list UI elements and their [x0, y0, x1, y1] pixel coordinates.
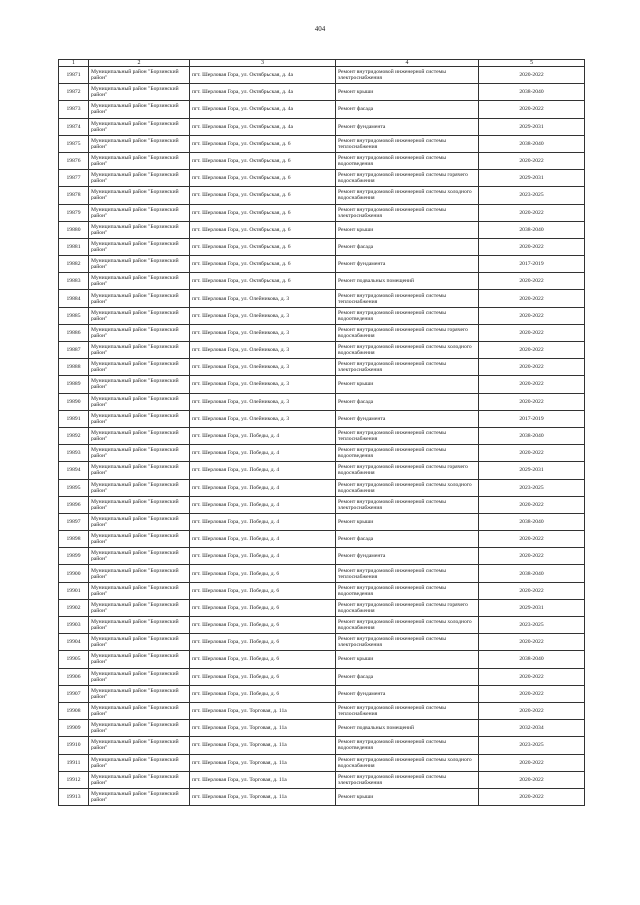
period-cell: 2020-2022: [479, 393, 585, 410]
work-type-cell: Ремонт фундамента: [336, 410, 479, 427]
address-cell: пгт. Шерловая Гора, ул. Октябрьская, д. 6: [190, 187, 336, 204]
address-cell: пгт. Шерловая Гора, ул. Победы, д. 4: [190, 427, 336, 444]
address-cell: пгт. Шерловая Гора, ул. Победы, д. 6: [190, 617, 336, 634]
row-number-cell: 19887: [59, 342, 89, 359]
row-number-cell: 19874: [59, 118, 89, 135]
address-cell: пгт. Шерловая Гора, ул. Победы, д. 6: [190, 582, 336, 599]
work-type-cell: Ремонт внутридомовой инженерной системы водоотведения: [336, 152, 479, 169]
row-number-cell: 19877: [59, 170, 89, 187]
row-number-cell: 19873: [59, 101, 89, 118]
table-row: [59, 582, 585, 599]
address-cell: пгт. Шерловая Гора, ул. Олейникова, д. 3: [190, 376, 336, 393]
district-cell: Муниципальный район "Борзинский район": [89, 290, 190, 307]
work-type-cell: Ремонт внутридомовой инженерной системы холодного водоснабжения: [336, 342, 479, 359]
address-cell: пгт. Шерловая Гора, ул. Олейникова, д. 3: [190, 410, 336, 427]
address-cell: пгт. Шерловая Гора, ул. Победы, д. 6: [190, 565, 336, 582]
row-number-cell: 19912: [59, 771, 89, 788]
column-number: 2: [89, 60, 190, 67]
address-cell: пгт. Шерловая Гора, ул. Октябрьская, д. 6: [190, 170, 336, 187]
table-row: [59, 771, 585, 788]
work-type-cell: Ремонт фундамента: [336, 256, 479, 273]
work-type-cell: Ремонт внутридомовой инженерной системы теплоснабжения: [336, 290, 479, 307]
table-row: [59, 187, 585, 204]
period-cell: 2038-2040: [479, 427, 585, 444]
table-row: [59, 754, 585, 771]
work-type-cell: Ремонт фасада: [336, 393, 479, 410]
row-number-cell: 19898: [59, 531, 89, 548]
row-number-cell: 19900: [59, 565, 89, 582]
address-cell: пгт. Шерловая Гора, ул. Торговая, д. 11а: [190, 702, 336, 719]
period-cell: 2038-2040: [479, 135, 585, 152]
table-row: [59, 393, 585, 410]
district-cell: Муниципальный район "Борзинский район": [89, 393, 190, 410]
row-number-cell: 19880: [59, 221, 89, 238]
row-number-cell: 19899: [59, 548, 89, 565]
table-row: [59, 496, 585, 513]
row-number-cell: 19909: [59, 720, 89, 737]
address-cell: пгт. Шерловая Гора, ул. Победы, д. 4: [190, 479, 336, 496]
work-type-cell: Ремонт внутридомовой инженерной системы горячего водоснабжения: [336, 462, 479, 479]
table-row: [59, 342, 585, 359]
column-number: 4: [336, 60, 479, 67]
period-cell: 2020-2022: [479, 771, 585, 788]
row-number-cell: 19891: [59, 410, 89, 427]
table-row: [59, 359, 585, 376]
district-cell: Муниципальный район "Борзинский район": [89, 548, 190, 565]
work-type-cell: Ремонт фасада: [336, 531, 479, 548]
work-type-cell: Ремонт внутридомовой инженерной системы водоотведения: [336, 582, 479, 599]
work-type-cell: Ремонт внутридомовой инженерной системы водоотведения: [336, 737, 479, 754]
table-row: [59, 290, 585, 307]
row-number-cell: 19886: [59, 324, 89, 341]
district-cell: Муниципальный район "Борзинский район": [89, 152, 190, 169]
period-cell: 2020-2022: [479, 702, 585, 719]
address-cell: пгт. Шерловая Гора, ул. Победы, д. 4: [190, 548, 336, 565]
column-number: 3: [190, 60, 336, 67]
address-cell: пгт. Шерловая Гора, ул. Октябрьская, д. 6: [190, 256, 336, 273]
address-cell: пгт. Шерловая Гора, ул. Торговая, д. 11а: [190, 737, 336, 754]
table-row: [59, 531, 585, 548]
district-cell: Муниципальный район "Борзинский район": [89, 617, 190, 634]
row-number-cell: 19913: [59, 788, 89, 805]
address-cell: пгт. Шерловая Гора, ул. Олейникова, д. 3: [190, 359, 336, 376]
period-cell: 2023-2025: [479, 479, 585, 496]
period-cell: 2020-2022: [479, 531, 585, 548]
address-cell: пгт. Шерловая Гора, ул. Олейникова, д. 3: [190, 290, 336, 307]
row-number-cell: 19889: [59, 376, 89, 393]
table-row: [59, 445, 585, 462]
row-number-cell: 19890: [59, 393, 89, 410]
address-cell: пгт. Шерловая Гора, ул. Победы, д. 4: [190, 531, 336, 548]
district-cell: Муниципальный район "Борзинский район": [89, 238, 190, 255]
row-number-cell: 19905: [59, 651, 89, 668]
row-number-cell: 19894: [59, 462, 89, 479]
table-row: [59, 256, 585, 273]
work-type-cell: Ремонт крыши: [336, 376, 479, 393]
period-cell: 2020-2022: [479, 290, 585, 307]
column-number: 1: [59, 60, 89, 67]
table-row: [59, 685, 585, 702]
period-cell: 2017-2019: [479, 256, 585, 273]
address-cell: пгт. Шерловая Гора, ул. Победы, д. 4: [190, 445, 336, 462]
column-number: 5: [479, 60, 585, 67]
row-number-cell: 19893: [59, 445, 89, 462]
address-cell: пгт. Шерловая Гора, ул. Торговая, д. 11а: [190, 788, 336, 805]
row-number-cell: 19885: [59, 307, 89, 324]
period-cell: 2020-2022: [479, 496, 585, 513]
address-cell: пгт. Шерловая Гора, ул. Октябрьская, д. 6: [190, 135, 336, 152]
table-row: [59, 135, 585, 152]
table-row: [59, 238, 585, 255]
table-body: [59, 67, 585, 806]
work-type-cell: Ремонт крыши: [336, 84, 479, 101]
table-row: [59, 668, 585, 685]
district-cell: Муниципальный район "Борзинский район": [89, 788, 190, 805]
period-cell: 2038-2040: [479, 221, 585, 238]
work-type-cell: Ремонт внутридомовой инженерной системы электроснабжения: [336, 67, 479, 84]
work-type-cell: Ремонт внутридомовой инженерной системы холодного водоснабжения: [336, 754, 479, 771]
address-cell: пгт. Шерловая Гора, ул. Победы, д. 6: [190, 634, 336, 651]
period-cell: 2020-2022: [479, 788, 585, 805]
work-type-cell: Ремонт внутридомовой инженерной системы горячего водоснабжения: [336, 599, 479, 616]
work-type-cell: Ремонт крыши: [336, 513, 479, 530]
address-cell: пгт. Шерловая Гора, ул. Октябрьская, д. 6: [190, 238, 336, 255]
period-cell: 2029-2031: [479, 462, 585, 479]
page-number: 404: [314, 25, 326, 33]
address-cell: пгт. Шерловая Гора, ул. Победы, д. 4: [190, 496, 336, 513]
table-row: [59, 565, 585, 582]
address-cell: пгт. Шерловая Гора, ул. Торговая, д. 11а: [190, 771, 336, 788]
period-cell: 2020-2022: [479, 445, 585, 462]
row-number-cell: 19881: [59, 238, 89, 255]
period-cell: 2020-2022: [479, 204, 585, 221]
table-row: [59, 737, 585, 754]
address-cell: пгт. Шерловая Гора, ул. Олейникова, д. 3: [190, 324, 336, 341]
period-cell: 2020-2022: [479, 634, 585, 651]
row-number-cell: 19876: [59, 152, 89, 169]
period-cell: 2038-2040: [479, 84, 585, 101]
work-type-cell: Ремонт фасада: [336, 668, 479, 685]
table-row: [59, 427, 585, 444]
period-cell: 2020-2022: [479, 668, 585, 685]
work-type-cell: Ремонт фундамента: [336, 685, 479, 702]
district-cell: Муниципальный район "Борзинский район": [89, 685, 190, 702]
address-cell: пгт. Шерловая Гора, ул. Октябрьская, д. 4а: [190, 84, 336, 101]
address-cell: пгт. Шерловая Гора, ул. Торговая, д. 11а: [190, 754, 336, 771]
work-type-cell: Ремонт крыши: [336, 221, 479, 238]
period-cell: 2020-2022: [479, 238, 585, 255]
work-type-cell: Ремонт внутридомовой инженерной системы электроснабжения: [336, 496, 479, 513]
work-type-cell: Ремонт внутридомовой инженерной системы теплоснабжения: [336, 427, 479, 444]
table-row: [59, 221, 585, 238]
district-cell: Муниципальный район "Борзинский район": [89, 513, 190, 530]
address-cell: пгт. Шерловая Гора, ул. Олейникова, д. 3: [190, 342, 336, 359]
address-cell: пгт. Шерловая Гора, ул. Победы, д. 4: [190, 513, 336, 530]
table-row: [59, 513, 585, 530]
period-cell: 2020-2022: [479, 754, 585, 771]
period-cell: 2020-2022: [479, 582, 585, 599]
address-cell: пгт. Шерловая Гора, ул. Победы, д. 4: [190, 462, 336, 479]
work-type-cell: Ремонт внутридомовой инженерной системы электроснабжения: [336, 771, 479, 788]
table-row: [59, 548, 585, 565]
district-cell: Муниципальный район "Борзинский район": [89, 307, 190, 324]
table-row: [59, 720, 585, 737]
work-type-cell: Ремонт внутридомовой инженерной системы теплоснабжения: [336, 565, 479, 582]
table-row: [59, 101, 585, 118]
district-cell: Муниципальный район "Борзинский район": [89, 342, 190, 359]
row-number-cell: 19878: [59, 187, 89, 204]
period-cell: 2020-2022: [479, 273, 585, 290]
row-number-cell: 19892: [59, 427, 89, 444]
district-cell: Муниципальный район "Борзинский район": [89, 771, 190, 788]
period-cell: 2023-2025: [479, 617, 585, 634]
row-number-cell: 19906: [59, 668, 89, 685]
period-cell: 2020-2022: [479, 685, 585, 702]
address-cell: пгт. Шерловая Гора, ул. Победы, д. 6: [190, 599, 336, 616]
district-cell: Муниципальный район "Борзинский район": [89, 273, 190, 290]
table-row: [59, 599, 585, 616]
table-row: [59, 118, 585, 135]
address-cell: пгт. Шерловая Гора, ул. Октябрьская, д. 6: [190, 204, 336, 221]
district-cell: Муниципальный район "Борзинский район": [89, 651, 190, 668]
period-cell: 2020-2022: [479, 342, 585, 359]
district-cell: Муниципальный район "Борзинский район": [89, 67, 190, 84]
row-number-cell: 19897: [59, 513, 89, 530]
period-cell: 2032-2034: [479, 720, 585, 737]
row-number-cell: 19907: [59, 685, 89, 702]
work-type-cell: Ремонт внутридомовой инженерной системы электроснабжения: [336, 204, 479, 221]
work-type-cell: Ремонт внутридомовой инженерной системы холодного водоснабжения: [336, 187, 479, 204]
period-cell: 2020-2022: [479, 324, 585, 341]
row-number-cell: 19901: [59, 582, 89, 599]
address-cell: пгт. Шерловая Гора, ул. Победы, д. 6: [190, 651, 336, 668]
period-cell: 2020-2022: [479, 67, 585, 84]
district-cell: Муниципальный район "Борзинский район": [89, 599, 190, 616]
district-cell: Муниципальный район "Борзинский район": [89, 479, 190, 496]
table-row: [59, 67, 585, 84]
table-row: [59, 273, 585, 290]
work-type-cell: Ремонт крыши: [336, 788, 479, 805]
work-type-cell: Ремонт подвальных помещений: [336, 273, 479, 290]
address-cell: пгт. Шерловая Гора, ул. Октябрьская, д. 4а: [190, 101, 336, 118]
district-cell: Муниципальный район "Борзинский район": [89, 565, 190, 582]
period-cell: 2017-2019: [479, 410, 585, 427]
period-cell: 2038-2040: [479, 513, 585, 530]
row-number-cell: 19883: [59, 273, 89, 290]
district-cell: Муниципальный район "Борзинский район": [89, 256, 190, 273]
district-cell: Муниципальный район "Борзинский район": [89, 118, 190, 135]
work-type-cell: Ремонт фасада: [336, 238, 479, 255]
district-cell: Муниципальный район "Борзинский район": [89, 582, 190, 599]
work-type-cell: Ремонт внутридомовой инженерной системы водоотведения: [336, 307, 479, 324]
table-row: [59, 651, 585, 668]
period-cell: 2020-2022: [479, 548, 585, 565]
row-number-cell: 19875: [59, 135, 89, 152]
row-number-cell: 19903: [59, 617, 89, 634]
district-cell: Муниципальный район "Борзинский район": [89, 135, 190, 152]
work-type-cell: Ремонт фундамента: [336, 118, 479, 135]
table-row: [59, 204, 585, 221]
address-cell: пгт. Шерловая Гора, ул. Октябрьская, д. 6: [190, 221, 336, 238]
district-cell: Муниципальный район "Борзинский район": [89, 410, 190, 427]
table-row: [59, 634, 585, 651]
period-cell: 2023-2025: [479, 737, 585, 754]
work-type-cell: Ремонт внутридомовой инженерной системы электроснабжения: [336, 359, 479, 376]
district-cell: Муниципальный район "Борзинский район": [89, 359, 190, 376]
district-cell: Муниципальный район "Борзинский район": [89, 634, 190, 651]
address-cell: пгт. Шерловая Гора, ул. Октябрьская, д. 6: [190, 273, 336, 290]
table-row: [59, 479, 585, 496]
district-cell: Муниципальный район "Борзинский район": [89, 84, 190, 101]
row-number-cell: 19888: [59, 359, 89, 376]
row-number-cell: 19911: [59, 754, 89, 771]
work-type-cell: Ремонт внутридомовой инженерной системы электроснабжения: [336, 634, 479, 651]
row-number-cell: 19895: [59, 479, 89, 496]
district-cell: Муниципальный район "Борзинский район": [89, 187, 190, 204]
period-cell: 2038-2040: [479, 565, 585, 582]
work-type-cell: Ремонт внутридомовой инженерной системы теплоснабжения: [336, 135, 479, 152]
row-number-cell: 19882: [59, 256, 89, 273]
address-cell: пгт. Шерловая Гора, ул. Олейникова, д. 3: [190, 307, 336, 324]
district-cell: Муниципальный район "Борзинский район": [89, 720, 190, 737]
address-cell: пгт. Шерловая Гора, ул. Олейникова, д. 3: [190, 393, 336, 410]
district-cell: Муниципальный район "Борзинский район": [89, 376, 190, 393]
period-cell: 2029-2031: [479, 599, 585, 616]
table-row: [59, 376, 585, 393]
period-cell: 2020-2022: [479, 359, 585, 376]
registry-table: [58, 59, 585, 806]
period-cell: 2029-2031: [479, 170, 585, 187]
address-cell: пгт. Шерловая Гора, ул. Октябрьская, д. 4а: [190, 67, 336, 84]
work-type-cell: Ремонт внутридомовой инженерной системы горячего водоснабжения: [336, 170, 479, 187]
work-type-cell: Ремонт крыши: [336, 651, 479, 668]
period-cell: 2020-2022: [479, 152, 585, 169]
table-row: [59, 462, 585, 479]
row-number-cell: 19871: [59, 67, 89, 84]
table-row: [59, 84, 585, 101]
address-cell: пгт. Шерловая Гора, ул. Октябрьская, д. 6: [190, 152, 336, 169]
period-cell: 2020-2022: [479, 307, 585, 324]
row-number-cell: 19879: [59, 204, 89, 221]
table-row: [59, 324, 585, 341]
work-type-cell: Ремонт фундамента: [336, 548, 479, 565]
table-row: [59, 410, 585, 427]
work-type-cell: Ремонт внутридомовой инженерной системы холодного водоснабжения: [336, 479, 479, 496]
district-cell: Муниципальный район "Борзинский район": [89, 668, 190, 685]
district-cell: Муниципальный район "Борзинский район": [89, 445, 190, 462]
address-cell: пгт. Шерловая Гора, ул. Победы, д. 6: [190, 668, 336, 685]
row-number-cell: 19896: [59, 496, 89, 513]
row-number-cell: 19902: [59, 599, 89, 616]
district-cell: Муниципальный район "Борзинский район": [89, 462, 190, 479]
period-cell: 2020-2022: [479, 101, 585, 118]
address-cell: пгт. Шерловая Гора, ул. Победы, д. 6: [190, 685, 336, 702]
period-cell: 2038-2040: [479, 651, 585, 668]
period-cell: 2029-2031: [479, 118, 585, 135]
work-type-cell: Ремонт фасада: [336, 101, 479, 118]
address-cell: пгт. Шерловая Гора, ул. Октябрьская, д. 4а: [190, 118, 336, 135]
district-cell: Муниципальный район "Борзинский район": [89, 496, 190, 513]
address-cell: пгт. Шерловая Гора, ул. Торговая, д. 11а: [190, 720, 336, 737]
row-number-cell: 19908: [59, 702, 89, 719]
district-cell: Муниципальный район "Борзинский район": [89, 221, 190, 238]
column-number-row: [59, 60, 585, 67]
period-cell: 2020-2022: [479, 376, 585, 393]
work-type-cell: Ремонт внутридомовой инженерной системы водоотведения: [336, 445, 479, 462]
row-number-cell: 19910: [59, 737, 89, 754]
work-type-cell: Ремонт внутридомовой инженерной системы горячего водоснабжения: [336, 324, 479, 341]
district-cell: Муниципальный район "Борзинский район": [89, 170, 190, 187]
district-cell: Муниципальный район "Борзинский район": [89, 427, 190, 444]
work-type-cell: Ремонт внутридомовой инженерной системы холодного водоснабжения: [336, 617, 479, 634]
district-cell: Муниципальный район "Борзинский район": [89, 324, 190, 341]
table-row: [59, 307, 585, 324]
district-cell: Муниципальный район "Борзинский район": [89, 531, 190, 548]
district-cell: Муниципальный район "Борзинский район": [89, 702, 190, 719]
table-row: [59, 617, 585, 634]
row-number-cell: 19884: [59, 290, 89, 307]
district-cell: Муниципальный район "Борзинский район": [89, 754, 190, 771]
work-type-cell: Ремонт внутридомовой инженерной системы теплоснабжения: [336, 702, 479, 719]
table-row: [59, 170, 585, 187]
district-cell: Муниципальный район "Борзинский район": [89, 737, 190, 754]
row-number-cell: 19904: [59, 634, 89, 651]
district-cell: Муниципальный район "Борзинский район": [89, 101, 190, 118]
district-cell: Муниципальный район "Борзинский район": [89, 204, 190, 221]
row-number-cell: 19872: [59, 84, 89, 101]
table-row: [59, 702, 585, 719]
period-cell: 2023-2025: [479, 187, 585, 204]
table-row: [59, 788, 585, 805]
work-type-cell: Ремонт подвальных помещений: [336, 720, 479, 737]
table-row: [59, 152, 585, 169]
